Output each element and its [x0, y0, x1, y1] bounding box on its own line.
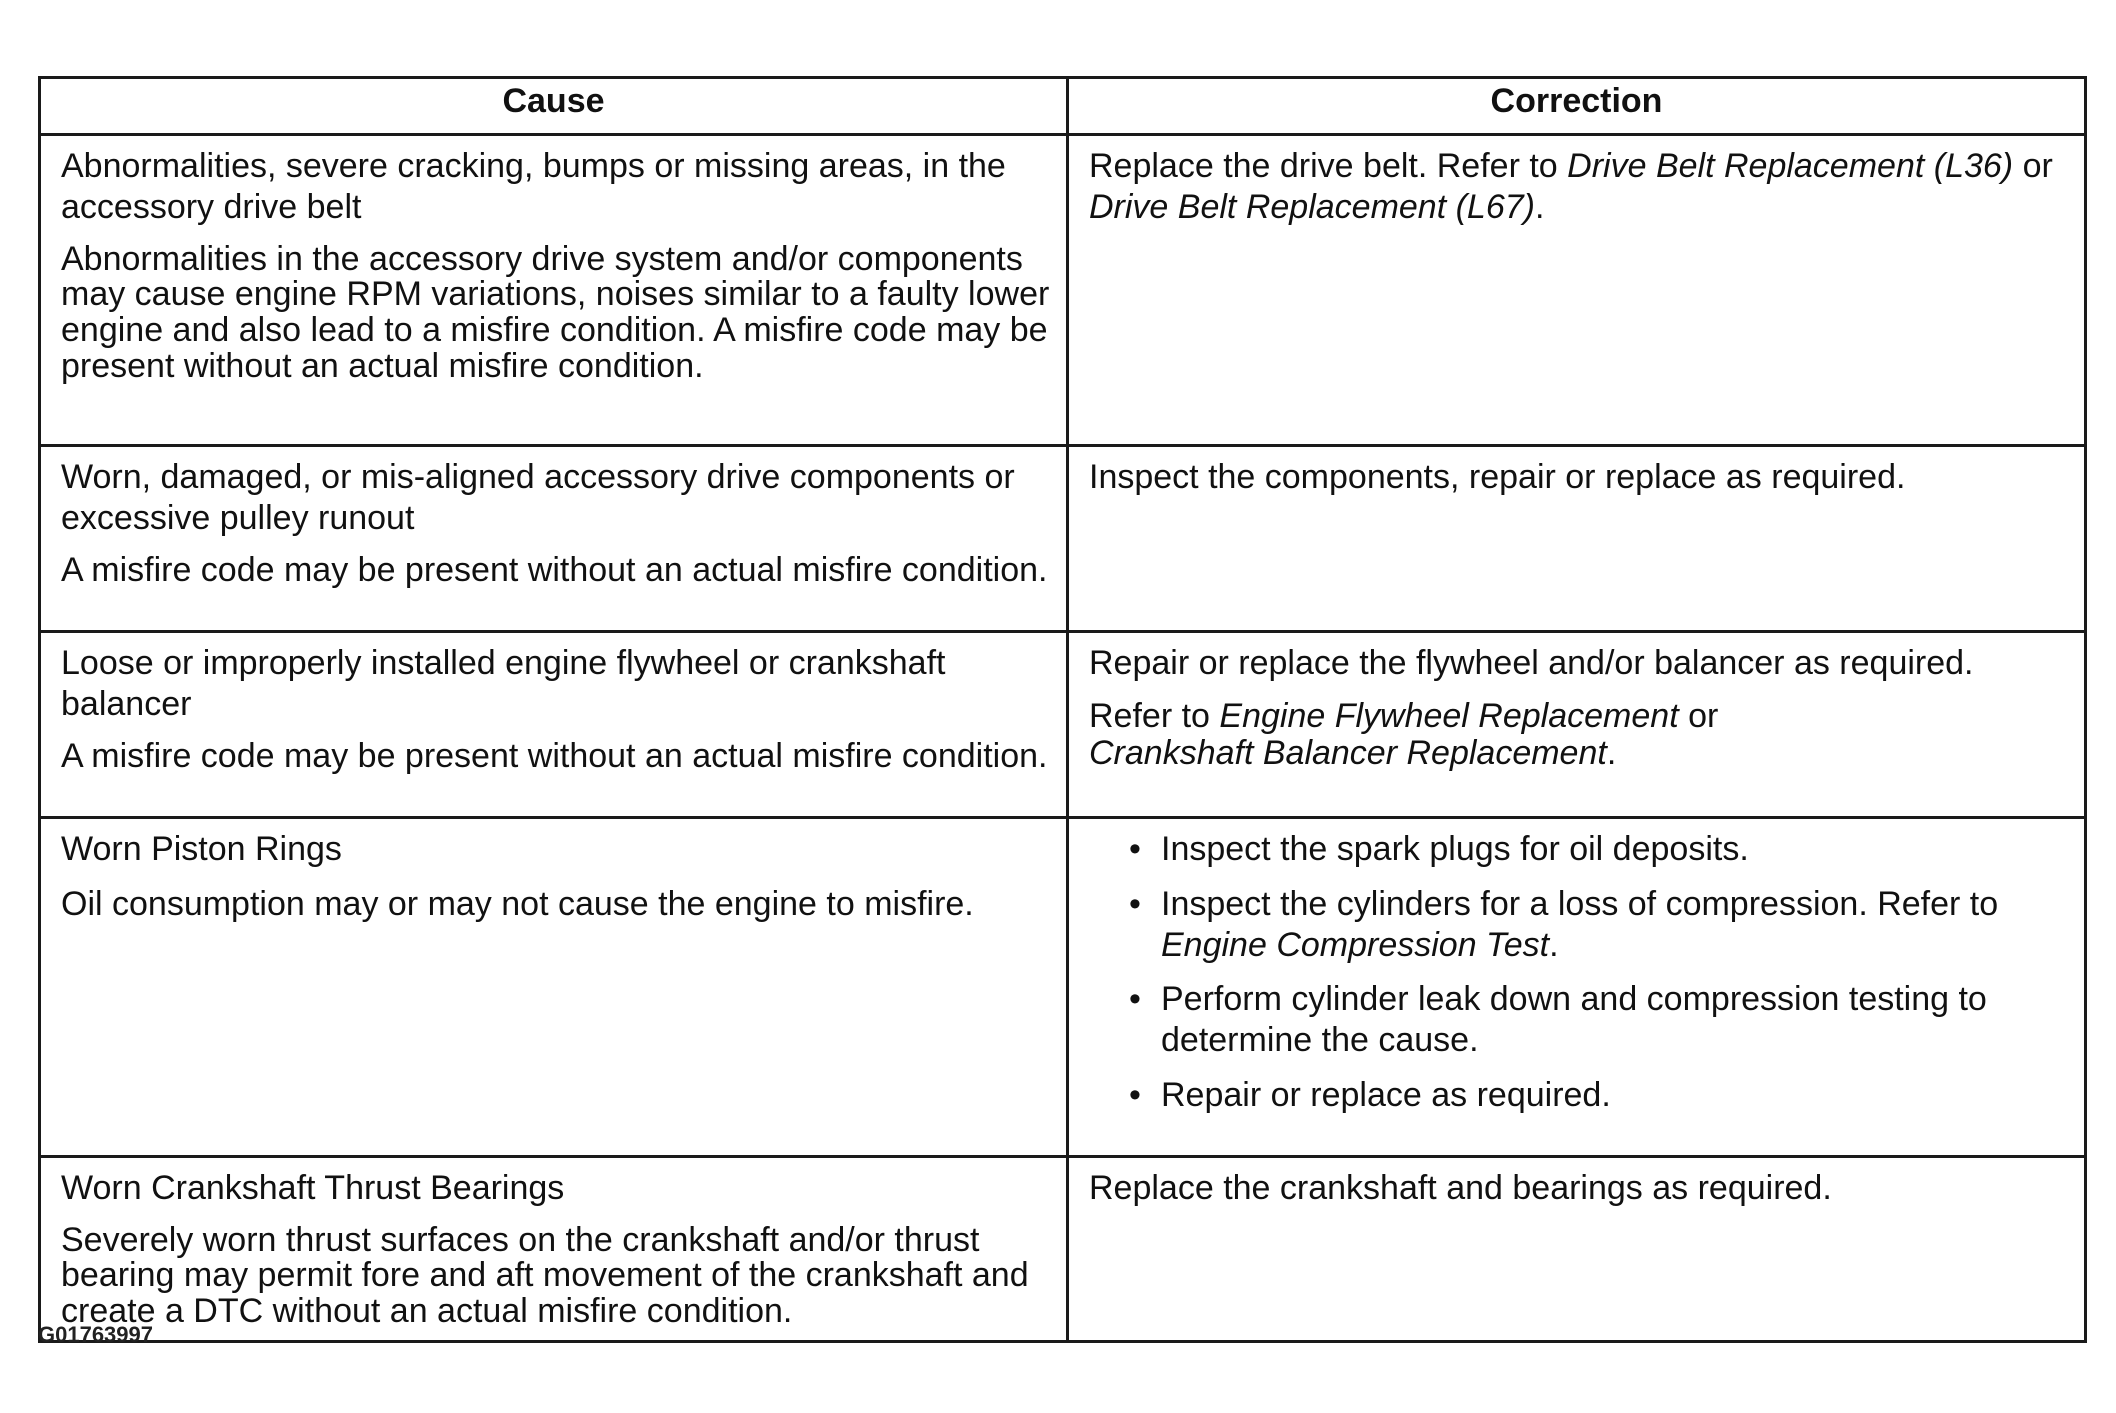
correction-cell: [1068, 135, 2086, 446]
correction-pre: Replace the drive belt. Refer to: [1089, 147, 1568, 185]
table-row: [40, 1157, 2086, 1342]
cause-cell: [40, 135, 1068, 446]
bullet-text: Perform cylinder leak down and compression testing to determine the cause.: [1161, 980, 1987, 1060]
table-row: [40, 446, 2086, 632]
list-item: [1129, 1075, 2068, 1116]
correction-refer: [1089, 698, 2068, 771]
header-correction: Correction: [1068, 78, 2086, 135]
bullet-text: Inspect the cylinders for a loss of compression. Refer to: [1161, 884, 1999, 923]
correction-post: .: [1534, 187, 1545, 226]
bullet-icon: •: [1129, 980, 1141, 1019]
procedure-reference: Engine Flywheel Replacement: [1219, 696, 1679, 735]
cause-lead: Worn Piston Rings: [61, 830, 342, 868]
procedure-reference: Engine Compression Test: [1161, 925, 1550, 964]
cause-detail: Severely worn thrust surfaces on the crankshaft and/or thrust bearing may permit fore and aft movement of the crankshaft and create a DTC without an actual misfire condition.: [61, 1220, 1029, 1331]
list-item: [1129, 884, 2068, 966]
correction-text: Repair or replace the flywheel and/or balancer as required.: [1089, 644, 1974, 682]
bullet-post: .: [1549, 925, 1559, 964]
correction-pre: Refer to: [1089, 696, 1220, 735]
bullet-icon: •: [1129, 830, 1141, 868]
table-header-row: [40, 78, 2086, 135]
correction-mid: or: [1678, 696, 1719, 735]
correction-cell: [1068, 632, 2086, 818]
correction-post: .: [1606, 733, 1617, 772]
cause-detail: A misfire code may be present without an actual misfire condition.: [61, 550, 1048, 589]
cause-cell: [40, 1157, 1068, 1342]
diagnostic-table-container: [38, 76, 2084, 1343]
procedure-reference: Crankshaft Balancer Replacement: [1089, 733, 1607, 772]
bullet-text: Inspect the spark plugs for oil deposits.: [1161, 830, 1749, 868]
cause-correction-table: [38, 76, 2087, 1343]
cause-detail: A misfire code may be present without an actual misfire condition.: [61, 736, 1048, 775]
bullet-text: Repair or replace as required.: [1161, 1075, 1611, 1114]
cause-cell: [40, 818, 1068, 1157]
cause-lead: Worn, damaged, or mis-aligned accessory drive components or excessive pulley runout: [61, 458, 1015, 537]
cause-cell: [40, 632, 1068, 818]
cause-detail: Oil consumption may or may not cause the engine to misfire.: [61, 884, 974, 923]
correction-text: Replace the crankshaft and bearings as required.: [1089, 1169, 1832, 1207]
procedure-reference: Drive Belt Replacement (L67): [1089, 187, 1535, 226]
cause-cell: [40, 446, 1068, 632]
bullet-icon: •: [1129, 1075, 1141, 1114]
correction-cell: [1068, 1157, 2086, 1342]
figure-id: G01763997: [38, 1322, 153, 1347]
correction-cell: [1068, 818, 2086, 1157]
cause-lead: Abnormalities, severe cracking, bumps or missing areas, in the accessory drive belt: [61, 147, 1006, 226]
list-item: [1129, 979, 2068, 1061]
correction-mid: or: [2013, 147, 2053, 185]
correction-text: Inspect the components, repair or replace as required.: [1089, 458, 1906, 496]
cause-lead: Worn Crankshaft Thrust Bearings: [61, 1169, 565, 1207]
table-row: [40, 818, 2086, 1157]
cause-detail: Abnormalities in the accessory drive system and/or components may cause engine RPM variations, noises similar to a faulty lower engine and also lead to a misfire condition. A misfire code may be present without an actual misfire condition.: [61, 239, 1050, 385]
list-item: [1129, 829, 2068, 870]
correction-cell: [1068, 446, 2086, 632]
bullet-icon: •: [1129, 884, 1141, 923]
procedure-reference: Drive Belt Replacement (L36): [1567, 147, 2014, 185]
header-cause: Cause: [40, 78, 1068, 135]
table-row: [40, 632, 2086, 818]
table-row: [40, 135, 2086, 446]
cause-lead: Loose or improperly installed engine flywheel or crankshaft balancer: [61, 644, 946, 723]
correction-bullet-list: [1089, 829, 2068, 1116]
correction-text: [1089, 146, 2068, 228]
